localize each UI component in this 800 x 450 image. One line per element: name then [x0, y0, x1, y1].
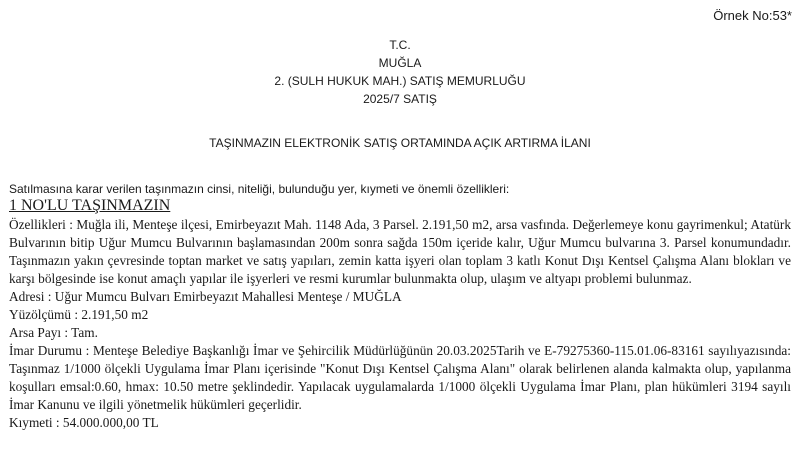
header-tc: T.C.	[389, 38, 411, 52]
header-city: MUĞLA	[378, 56, 422, 70]
property-zoning-status: İmar Durumu : Menteşe Belediye Başkanlığı İmar ve Şehircilik Müdürlüğünün 20.03.2025Tarih ve E-79275360-115.01.06-83161 sayılıyazısında: Taşınmaz 1/1000 ölçekli Uygulama İmar Planı içerisinde "Konut Dışı Kentsel Çalışma Alanı" olarak belirlenen alanda kalmakta olup, yapılanma koşulları emsal:0.60, hmax: 10.50 metre şeklindedir. Yapılacak uygulamalarda 1/1000 ölçekli Uygulama İmar Planı, plan hükümleri 3194 sayılı İmar Kanunu ve ilgili yönetmelik hükümleri geçerlidir.	[9, 343, 791, 412]
property-address: Adresi : Uğur Mumcu Bulvarı Emirbeyazıt Mahallesi Menteşe / MUĞLA	[9, 289, 402, 304]
announcement-title: TAŞINMAZIN ELEKTRONİK SATIŞ ORTAMINDA AÇIK ARTIRMA İLANI	[209, 136, 591, 150]
intro-text: Satılmasına karar verilen taşınmazın cinsi, niteliği, bulunduğu yer, kıymeti ve önemli özellikleri:	[9, 182, 510, 196]
header-office: 2. (SULH HUKUK MAH.) SATIŞ MEMURLUĞU	[274, 74, 526, 88]
ornek-number: Örnek No:53*	[713, 8, 792, 23]
document-header	[0, 36, 800, 108]
property-section	[9, 196, 791, 432]
property-value: Kıymeti : 54.000.000,00 TL	[9, 415, 159, 430]
property-features: Özellikleri : Muğla ili, Menteşe ilçesi, Emirbeyazıt Mah. 1148 Ada, 3 Parsel. 2.191,50 m2, arsa vasfında. Değerlemeye konu gayrimenkul; Atatürk Bulvarının bitip Uğur Mumcu Bulvarının başlamasından 200m sonra sağda 150m içeride kalır, Uğur Mumcu bulvarına 3. Parsel konumundadır. Taşınmazın yakın çevresinde toptan market ve satış yapıları, zemin katta işyeri olan toplam 3 katlı Konut Dışı Kentsel Çalışma Alanı blokları ve karşı bölgesinde ise konut amaçlı yapılar ile işyerleri ve resmi kurumlar bulunmakta olup, ulaşım ve altyapı problemi bulunmaz.	[9, 217, 791, 286]
property-heading: 1 NO'LU TAŞINMAZIN	[9, 197, 171, 214]
property-land-share: Arsa Payı : Tam.	[9, 325, 98, 340]
header-file-number: 2025/7 SATIŞ	[363, 92, 437, 106]
property-area: Yüzölçümü : 2.191,50 m2	[9, 307, 149, 322]
